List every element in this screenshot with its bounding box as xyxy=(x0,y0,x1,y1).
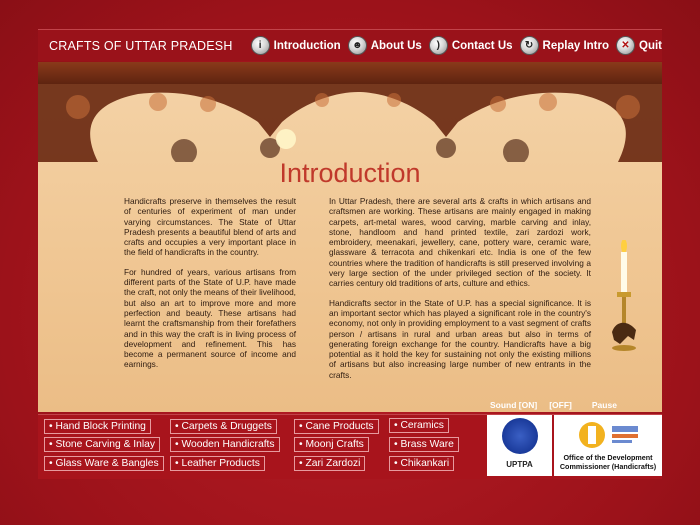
intro-left-column xyxy=(124,196,296,379)
paragraph: Handicrafts preserve in themselves the result of centuries of experiment of man under varying circumstances. The State of Uttar Pradesh presents a beautiful blend of arts and crafts and occupies a very important place in the field of handicrafts in the country. xyxy=(124,196,296,258)
craft-link-ceramics[interactable]: • Ceramics xyxy=(389,418,449,433)
nav-label: Contact Us xyxy=(451,39,513,52)
craft-link-moonj-crafts[interactable]: • Moonj Crafts xyxy=(294,437,369,452)
dc-label-line1: Office of the Development xyxy=(563,453,653,462)
uptpa-logo[interactable] xyxy=(487,415,552,476)
craft-link-leather-products[interactable]: • Leather Products xyxy=(170,456,265,471)
dc-emblem-icon xyxy=(576,420,640,450)
nav-label: Replay Intro xyxy=(542,39,609,52)
nav-label: About Us xyxy=(370,39,422,52)
paragraph: In Uttar Pradesh, there are several arts & crafts in which artisans and craftsmen are working. These artisans are mainly engaged in making carpets, art-metal wares, wood carving, marble carving and inlay, stone, handloom and hand printed textile, zari zardozi work, embroidery, meenakari, jewellery, cane, pottery ware, ceramic ware, glassware & terracota and chikenkari etc. India is one of the few countries where the tradition of handicrafts is still preserved involving a very large section of the under privileged section of the society. It carries century old traditions of arts, culture and ethics. xyxy=(329,196,591,289)
nav-label: Quit xyxy=(639,39,662,52)
craft-link-brass-ware[interactable]: • Brass Ware xyxy=(389,437,459,452)
craft-link-chikankari[interactable]: • Chikankari xyxy=(389,456,454,471)
craft-link-glass-ware-bangles[interactable]: • Glass Ware & Bangles xyxy=(44,456,164,471)
nav-introduction[interactable] xyxy=(251,36,341,55)
development-commissioner-logo[interactable] xyxy=(554,415,662,476)
uptpa-label: UPTPA xyxy=(506,460,533,469)
paragraph: For hundred of years, various artisans from different parts of the State of U.P. have made the craft, not only the means of their livelihood, but also an art to improve more and more perfection and beauty. These artisans had learnt the craftsmanship from their forefathers and in this way the craft is in living process of development and refinement. This has become a permanent source of income and earnings. xyxy=(124,266,296,370)
uptpa-emblem-icon xyxy=(502,418,538,454)
contact-icon[interactable]: ) xyxy=(429,36,448,55)
info-icon[interactable]: i xyxy=(251,36,270,55)
site-title: CRAFTS OF UTTAR PRADESH xyxy=(49,38,233,53)
sound-off-button[interactable]: [OFF] xyxy=(549,400,572,410)
craft-link-carpets-druggets[interactable]: • Carpets & Druggets xyxy=(170,419,277,434)
craft-link-zari-zardozi[interactable]: • Zari Zardozi xyxy=(294,456,365,471)
nav-quit[interactable] xyxy=(616,36,662,55)
header-bar xyxy=(38,29,662,61)
candle-horse-illustration xyxy=(610,240,638,352)
nav-about-us[interactable] xyxy=(348,36,422,55)
craft-link-hand-block-printing[interactable]: • Hand Block Printing xyxy=(44,419,151,434)
craft-link-cane-products[interactable]: • Cane Products xyxy=(294,419,379,434)
sound-controls xyxy=(490,400,617,410)
close-icon[interactable]: ✕ xyxy=(616,36,635,55)
sound-on-button[interactable]: Sound [ON] xyxy=(490,400,538,410)
content-panel xyxy=(38,62,662,412)
intro-right-column xyxy=(329,196,591,389)
page-title: Introduction xyxy=(279,158,421,188)
dc-label xyxy=(554,453,662,471)
pause-button[interactable]: Pause xyxy=(591,400,617,410)
replay-icon[interactable]: ↻ xyxy=(520,36,539,55)
paragraph: Handicrafts sector in the State of U.P. has a special significance. It is an important sector which has played a significant role in the country's economy, not only in providing employment to a vast segment of crafts person / artisans in rural and urban areas but also in terms of generating foreign exchange for the country. Handicrafts have a big potential as it hold the key for sustaining not only the existing millions of artisans but also increasing large number of new entrants in the crafts. xyxy=(329,297,591,380)
main-nav xyxy=(244,36,662,55)
nav-label: Introduction xyxy=(273,39,341,52)
wood-carving-banner xyxy=(38,62,662,162)
dc-label-line2: Commissioner (Handicrafts) xyxy=(559,462,657,471)
craft-link-stone-carving-inlay[interactable]: • Stone Carving & Inlay xyxy=(44,437,160,452)
about-icon[interactable]: ☻ xyxy=(348,36,367,55)
craft-link-wooden-handicrafts[interactable]: • Wooden Handicrafts xyxy=(170,437,280,452)
nav-contact-us[interactable] xyxy=(429,36,513,55)
nav-replay-intro[interactable] xyxy=(520,36,609,55)
